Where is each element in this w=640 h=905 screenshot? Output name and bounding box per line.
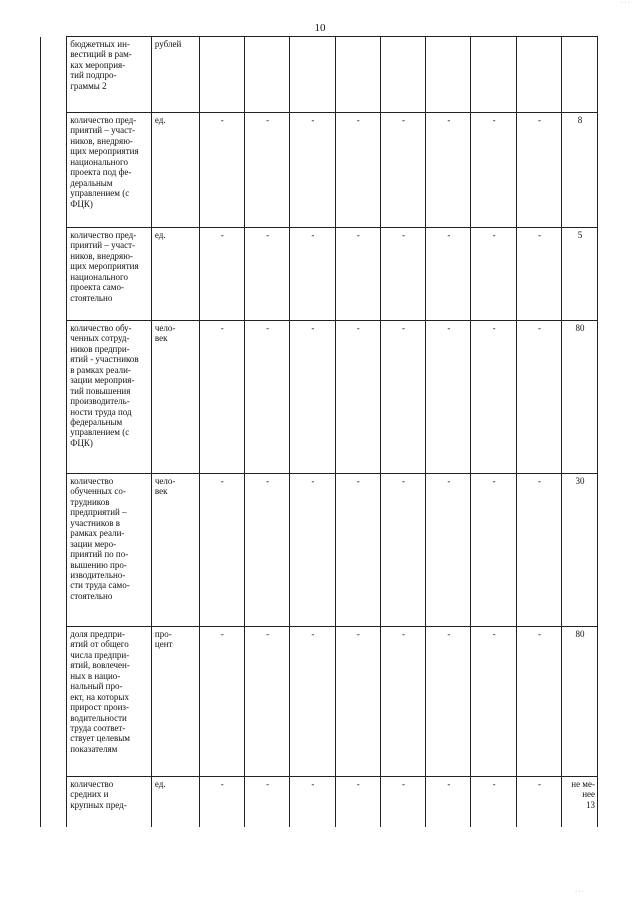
value-cell: - xyxy=(290,228,335,321)
indicator-description: количество пред- приятий – участ- ников, внедряю- щих мероприятия национального проекта само- стоятельно xyxy=(67,228,152,321)
indicators-table xyxy=(40,36,598,827)
value-cell: - xyxy=(516,474,561,627)
value-cell xyxy=(516,37,561,113)
value-cell: - xyxy=(335,627,380,777)
value-cell: - xyxy=(380,321,425,474)
indicator-description: количество обученных со- трудников предприятий – участников в рамках реали- зации меро- приятий по по- вышению про- изводительно- сти труда само- стоятельно xyxy=(67,474,152,627)
table-row xyxy=(41,37,598,113)
table-row xyxy=(41,228,598,321)
value-cell: - xyxy=(199,627,244,777)
value-cell: - xyxy=(516,777,561,827)
value-cell: - xyxy=(335,474,380,627)
final-value-cell: 30 xyxy=(562,474,598,627)
value-cell: - xyxy=(380,627,425,777)
indicator-unit: ед. xyxy=(151,113,199,228)
value-cell xyxy=(244,37,289,113)
value-cell: - xyxy=(244,627,289,777)
value-cell: - xyxy=(516,228,561,321)
value-cell: - xyxy=(380,777,425,827)
value-cell: - xyxy=(244,777,289,827)
value-cell: - xyxy=(244,474,289,627)
value-cell: - xyxy=(199,321,244,474)
value-cell: - xyxy=(335,321,380,474)
final-value-cell xyxy=(562,37,598,113)
indicator-description: количество пред- приятий – участ- ников, внедряю- щих мероприятия национального проекта под фе- деральным управлением (с ФЦК) xyxy=(67,113,152,228)
final-value-cell: 80 xyxy=(562,321,598,474)
indicator-unit: ед. xyxy=(151,228,199,321)
value-cell xyxy=(335,37,380,113)
value-cell: - xyxy=(426,627,471,777)
value-cell xyxy=(426,37,471,113)
table-row xyxy=(41,321,598,474)
table-row xyxy=(41,627,598,777)
value-cell: - xyxy=(426,777,471,827)
indicator-description: бюджетных ин- вестиций в рам- ках мероприя- тий подпро- граммы 2 xyxy=(67,37,152,113)
value-cell: - xyxy=(471,474,516,627)
blank-margin-cell xyxy=(41,228,67,321)
final-value-cell: 8 xyxy=(562,113,598,228)
blank-margin-cell xyxy=(41,37,67,113)
table-row xyxy=(41,777,598,827)
value-cell: - xyxy=(199,228,244,321)
scan-mark-top: · · · xyxy=(621,0,630,6)
value-cell: - xyxy=(199,474,244,627)
value-cell: - xyxy=(335,777,380,827)
indicator-unit: про- цент xyxy=(151,627,199,777)
value-cell: - xyxy=(290,627,335,777)
blank-margin-cell xyxy=(41,474,67,627)
final-value-cell: 5 xyxy=(562,228,598,321)
value-cell xyxy=(380,37,425,113)
page-number: 10 xyxy=(314,22,326,34)
value-cell: - xyxy=(290,113,335,228)
blank-margin-cell xyxy=(41,321,67,474)
indicator-description: количество средних и крупных пред- xyxy=(67,777,152,827)
value-cell: - xyxy=(426,228,471,321)
value-cell: - xyxy=(426,321,471,474)
indicator-unit: чело- век xyxy=(151,321,199,474)
value-cell: - xyxy=(244,228,289,321)
value-cell: - xyxy=(426,474,471,627)
value-cell xyxy=(290,37,335,113)
indicator-unit: ед. xyxy=(151,777,199,827)
final-value-cell: не ме- нее 13 xyxy=(562,777,598,827)
blank-margin-cell xyxy=(41,627,67,777)
table-row xyxy=(41,474,598,627)
value-cell: - xyxy=(290,321,335,474)
indicator-unit: рублей xyxy=(151,37,199,113)
value-cell: - xyxy=(199,113,244,228)
value-cell: - xyxy=(516,321,561,474)
value-cell: - xyxy=(199,777,244,827)
blank-margin-cell xyxy=(41,777,67,827)
indicator-description: количество обу- ченных сотруд- ников предпри- ятий - участников в рамках реали- зации мероприя- тий повышения производитель- ности труда под федеральным управлением (с ФЦК) xyxy=(67,321,152,474)
value-cell: - xyxy=(244,113,289,228)
value-cell: - xyxy=(290,777,335,827)
value-cell xyxy=(471,37,516,113)
value-cell xyxy=(199,37,244,113)
value-cell: - xyxy=(335,113,380,228)
value-cell: - xyxy=(244,321,289,474)
value-cell: - xyxy=(516,627,561,777)
value-cell: - xyxy=(471,113,516,228)
value-cell: - xyxy=(471,627,516,777)
final-value-cell: 80 xyxy=(562,627,598,777)
indicator-description: доля предпри- ятий от общего числа предпри- ятий, вовлечен- ных в нацио- нальный про- ект, на которых прирост произ- водительности труда соответ- ствует целевым показателям xyxy=(67,627,152,777)
blank-margin-cell xyxy=(41,113,67,228)
value-cell: - xyxy=(290,474,335,627)
scan-mark-bottom: · · · xyxy=(575,889,584,895)
value-cell: - xyxy=(516,113,561,228)
indicator-unit: чело- век xyxy=(151,474,199,627)
value-cell: - xyxy=(471,228,516,321)
table-row xyxy=(41,113,598,228)
value-cell: - xyxy=(471,321,516,474)
value-cell: - xyxy=(380,113,425,228)
value-cell: - xyxy=(471,777,516,827)
value-cell: - xyxy=(380,228,425,321)
value-cell: - xyxy=(335,228,380,321)
value-cell: - xyxy=(426,113,471,228)
value-cell: - xyxy=(380,474,425,627)
